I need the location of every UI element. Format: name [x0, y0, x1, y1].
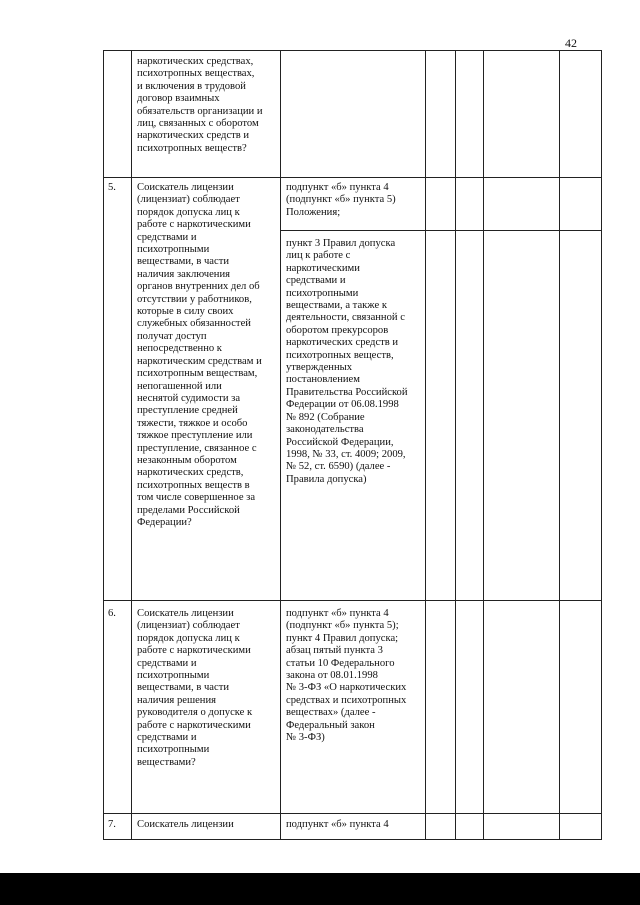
table-cell-reference: подпункт «б» пункта 4 (подпункт «б» пункта 5); пункт 4 Правил допуска; абзац пятый пункта 3 статьи 10 Федерального закона от 08.01.1998 № 3-ФЗ «О наркотических средствах и психотропных веществах» (далее - Федеральный закон № 3-ФЗ)	[286, 608, 407, 744]
table-border-top	[103, 50, 602, 51]
table-cell-number: 6.	[108, 608, 116, 619]
page-number: 42	[565, 36, 577, 50]
table-border-bottom	[103, 839, 602, 840]
table-cell-question: Соискатель лицензии (лицензиат) соблюдает порядок допуска лиц к работе с наркотическими средствами и психотропными веществами, в части наличия заключения органов внутренних дел об отсутствии у работников, которые в силу своих служебных обязанностей получат доступ непосредственно к наркотическим средствам и психотропным веществам, непогашенной или неснятой судимости за преступление средней тяжести, тяжкое и особо тяжкое преступление или преступление, связанное с незаконным оборотом наркотических средств, психотропных веществ в том числе совершенное за пределами Российской Федерации?	[137, 182, 262, 528]
table-border-left	[103, 50, 104, 840]
table-cell-reference: подпункт «б» пункта 4 (подпункт «б» пункта 5) Положения;	[286, 182, 396, 218]
table-border-right	[601, 50, 602, 840]
table-cell-number: 5.	[108, 182, 116, 193]
row-divider	[103, 813, 602, 814]
table-cell-reference: подпункт «б» пункта 4	[286, 819, 389, 830]
row-divider	[280, 230, 602, 231]
column-divider	[455, 50, 456, 840]
row-divider	[103, 600, 602, 601]
table-cell-number: 7.	[108, 819, 116, 830]
column-divider	[131, 50, 132, 840]
table-cell-question: Соискатель лицензии	[137, 819, 234, 830]
row-divider	[103, 177, 602, 178]
column-divider	[280, 50, 281, 840]
scan-bottom-edge	[0, 873, 640, 905]
column-divider	[559, 50, 560, 840]
table-cell-question: Соискатель лицензии (лицензиат) соблюдает порядок допуска лиц к работе с наркотическими средствами и психотропными веществами, в части наличия решения руководителя о допуске к работе с наркотическими средствами и психотропными веществами?	[137, 608, 253, 768]
table-cell-reference: пункт 3 Правил допуска лиц к работе с наркотическими средствами и психотропными веществами, а также к деятельности, связанной с оборотом прекурсоров наркотических средств и психотропных веществ, утвержденных постановлением Правительства Российской Федерации от 06.08.1998 № 892 (Собрание законодательства Российской Федерации, 1998, № 33, ст. 4009; 2009, № 52, ст. 6590) (далее - Правила допуска)	[286, 238, 408, 485]
column-divider	[483, 50, 484, 840]
table-cell-question: наркотических средствах, психотропных веществах, и включения в трудовой договор взаимных обязательств организации и лиц, связанных с оборотом наркотических средств и психотропных веществ?	[137, 56, 263, 154]
